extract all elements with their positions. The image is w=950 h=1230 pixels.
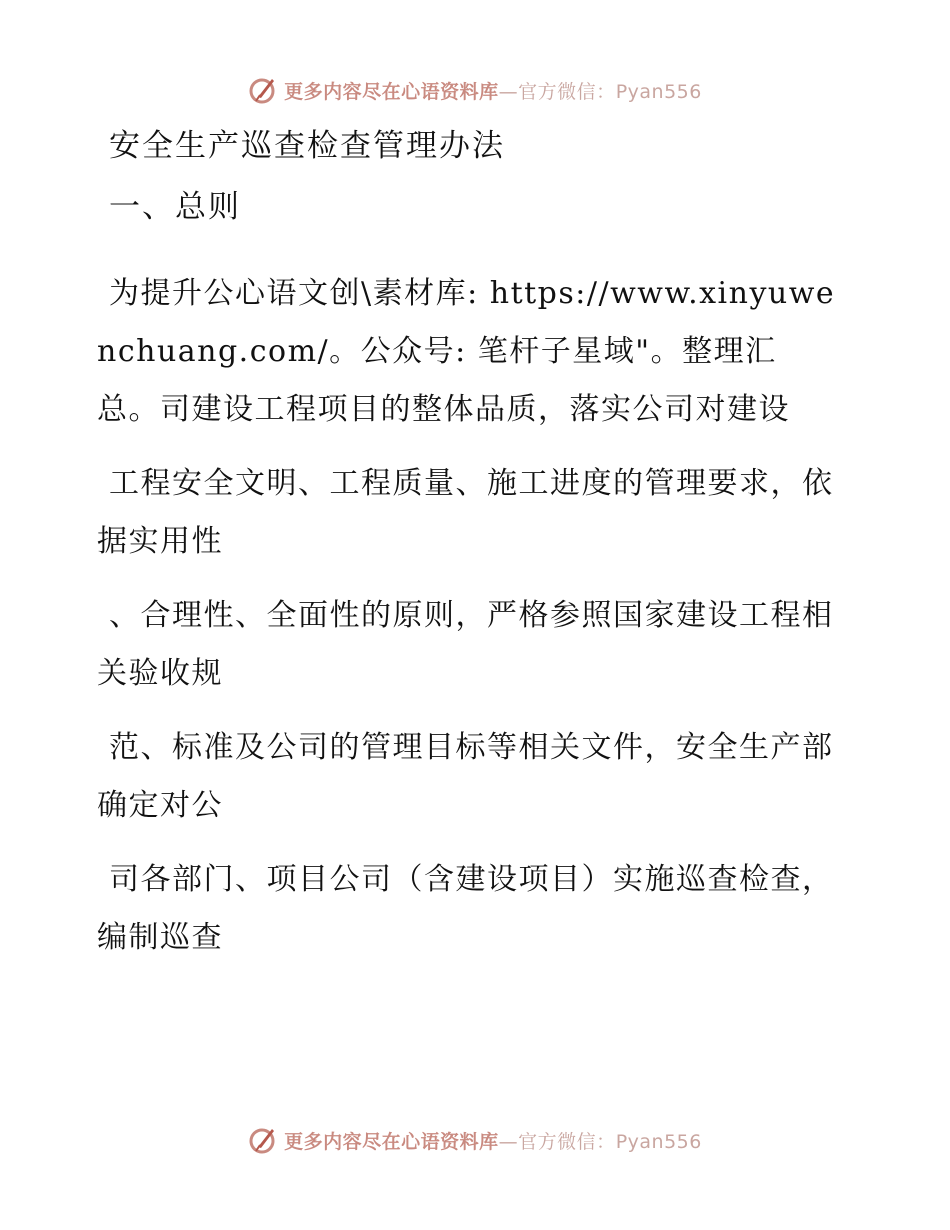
watermark-separator: —	[498, 80, 519, 103]
feather-circle-logo-icon	[248, 75, 278, 105]
paragraph: 、合理性、全面性的原则，严格参照国家建设工程相关验收规	[97, 598, 834, 691]
watermark-wechat-label: 官方微信：	[518, 80, 616, 103]
watermark-separator: —	[498, 1130, 519, 1153]
paragraph: 司各部门、项目公司（含建设项目）实施巡查检查，编制巡查	[97, 862, 834, 955]
paragraph: 为提升公心语文创\素材库: https://www.xinyuwenchuang.com/。公众号: 笔杆子星域"。整理汇总。司建设工程项目的整体品质，落实公司对建设	[97, 276, 836, 427]
watermark-text	[284, 1127, 702, 1154]
feather-circle-logo-icon	[248, 1125, 278, 1155]
document-body	[97, 124, 837, 983]
watermark-wechat-id: Pyan556	[615, 1130, 702, 1153]
paragraph: 工程安全文明、工程质量、施工进度的管理要求，依据实用性	[97, 466, 834, 559]
document-title: 安全生产巡查检查管理办法	[109, 128, 505, 164]
watermark-wechat-label: 官方微信：	[518, 1130, 616, 1153]
watermark-brand: 更多内容尽在心语资料库	[284, 1130, 499, 1153]
watermark-brand: 更多内容尽在心语资料库	[284, 80, 499, 103]
watermark-wechat-id: Pyan556	[615, 80, 702, 103]
section-heading: 一、总则	[109, 189, 241, 225]
paragraph: 范、标准及公司的管理目标等相关文件，安全生产部确定对公	[97, 730, 834, 823]
watermark-header	[0, 70, 950, 110]
watermark-footer	[0, 1120, 950, 1160]
watermark-text	[284, 77, 702, 104]
